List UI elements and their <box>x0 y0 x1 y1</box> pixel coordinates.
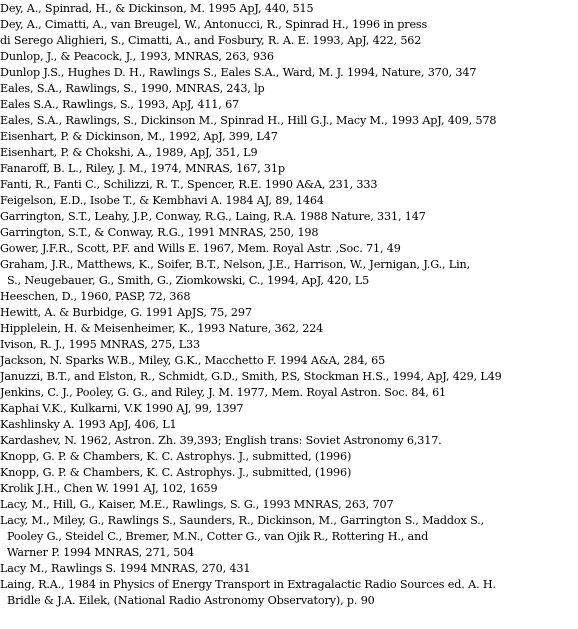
reference-entry: Januzzi, B.T., and Elston, R., Schmidt, G.D., Smith, P.S, Stockman H.S., 1994, ApJ, 429, L49 <box>0 370 502 383</box>
reference-entry: Laing, R.A., 1984 in Physics of Energy Transport in Extragalactic Radio Sources ed. A. H. <box>0 578 496 591</box>
reference-entry: Lacy, M., Miley, G., Rawlings S., Saunders, R., Dickinson, M., Garrington S., Maddox S., <box>0 514 485 527</box>
reference-continuation-line: Bridle & J.A. Eilek, (National Radio Astronomy Observatory), p. 90 <box>7 594 375 607</box>
reference-entry: Gower, J.F.R., Scott, P.F. and Wills E. 1967, Mem. Royal Astr. ,Soc. 71, 49 <box>0 242 401 255</box>
reference-entry: Kardashev, N. 1962, Astron. Zh. 39,393; English trans: Soviet Astronomy 6,317. <box>0 434 442 447</box>
reference-entry: Eales, S.A., Rawlings, S., Dickinson M., Spinrad H., Hill G.J., Macy M., 1993 ApJ, 409, 578 <box>0 114 497 127</box>
reference-entry: Fanaroff, B. L., Riley, J. M., 1974, MNRAS, 167, 31p <box>0 162 285 175</box>
reference-continuation-line: Warner P. 1994 MNRAS, 271, 504 <box>7 546 195 559</box>
reference-entry: Lacy M., Rawlings S. 1994 MNRAS, 270, 431 <box>0 562 251 575</box>
reference-entry: Jenkins, C. J., Pooley, G. G., and Riley, J. M. 1977, Mem. Royal Astron. Soc. 84, 61 <box>0 386 447 399</box>
reference-entry: Eales, S.A., Rawlings, S., 1990, MNRAS, 243, lp <box>0 82 265 95</box>
reference-continuation-line: S., Neugebauer, G., Smith, G., Ziomkowski, C., 1994, ApJ, 420, L5 <box>7 274 370 287</box>
reference-entry: Hipplelein, H. & Meisenheimer, K., 1993 Nature, 362, 224 <box>0 322 324 335</box>
reference-entry: Hewitt, A. & Burbidge, G. 1991 ApJS, 75, 297 <box>0 306 252 319</box>
reference-entry: Knopp, G. P. & Chambers, K. C. Astrophys. J., submitted, (1996) <box>0 450 352 463</box>
reference-entry: Feigelson, E.D., Isobe T., & Kembhavi A. 1984 AJ, 89, 1464 <box>0 194 324 207</box>
reference-entry: Eisenhart, P. & Chokshi, A., 1989, ApJ, 351, L9 <box>0 146 258 159</box>
reference-entry: Kaphai V.K., Kulkarni, V.K 1990 AJ, 99, 1397 <box>0 402 244 415</box>
reference-entry: Knopp, G. P. & Chambers, K. C. Astrophys. J., submitted, (1996) <box>0 466 352 479</box>
reference-entry: Eales S.A., Rawlings, S., 1993, ApJ, 411, 67 <box>0 98 240 111</box>
reference-entry: di Serego Alighieri, S., Cimatti, A., and Fosbury, R. A. E. 1993, ApJ, 422, 562 <box>0 34 422 47</box>
reference-entry: Jackson, N. Sparks W.B., Miley, G.K., Macchetto F. 1994 A&A, 284, 65 <box>0 354 386 367</box>
reference-entry: Graham, J.R., Matthews, K., Soifer, B.T., Nelson, J.E., Harrison, W., Jernigan, J.G., Lin, <box>0 258 470 271</box>
reference-entry: Dey, A., Spinrad, H., & Dickinson, M. 1995 ApJ, 440, 515 <box>0 2 314 15</box>
reference-entry: Dunlop, J., & Peacock, J., 1993, MNRAS, 263, 936 <box>0 50 274 63</box>
reference-entry: Krolik J.H., Chen W. 1991 AJ, 102, 1659 <box>0 482 218 495</box>
reference-entry: Heeschen, D., 1960, PASP, 72, 368 <box>0 290 191 303</box>
reference-entry: Kashlinsky A. 1993 ApJ, 406, L1 <box>0 418 177 431</box>
reference-entry: Dunlop J.S., Hughes D. H., Rawlings S., Eales S.A., Ward, M. J. 1994, Nature, 370, 347 <box>0 66 477 79</box>
reference-entry: Ivison, R. J., 1995 MNRAS, 275, L33 <box>0 338 200 351</box>
reference-entry: Lacy, M., Hill, G., Kaiser, M.E., Rawlings, S. G., 1993 MNRAS, 263, 707 <box>0 498 394 511</box>
reference-entry: Dey, A., Cimatti, A., van Breugel, W., Antonucci, R., Spinrad H., 1996 in press <box>0 18 428 31</box>
reference-continuation-line: Pooley G., Steidel C., Bremer, M.N., Cotter G., van Ojik R., Rottering H., and <box>7 530 429 543</box>
reference-list <box>0 1 578 609</box>
reference-entry: Fanti, R., Fanti C., Schilizzi, R. T., Spencer, R.E. 1990 A&A, 231, 333 <box>0 178 378 191</box>
reference-entry: Garrington, S.T., Leahy, J.P., Conway, R.G., Laing, R.A. 1988 Nature, 331, 147 <box>0 210 426 223</box>
reference-entry: Eisenhart, P. & Dickinson, M., 1992, ApJ, 399, L47 <box>0 130 278 143</box>
reference-entry: Garrington, S.T., & Conway, R.G., 1991 MNRAS, 250, 198 <box>0 226 319 239</box>
